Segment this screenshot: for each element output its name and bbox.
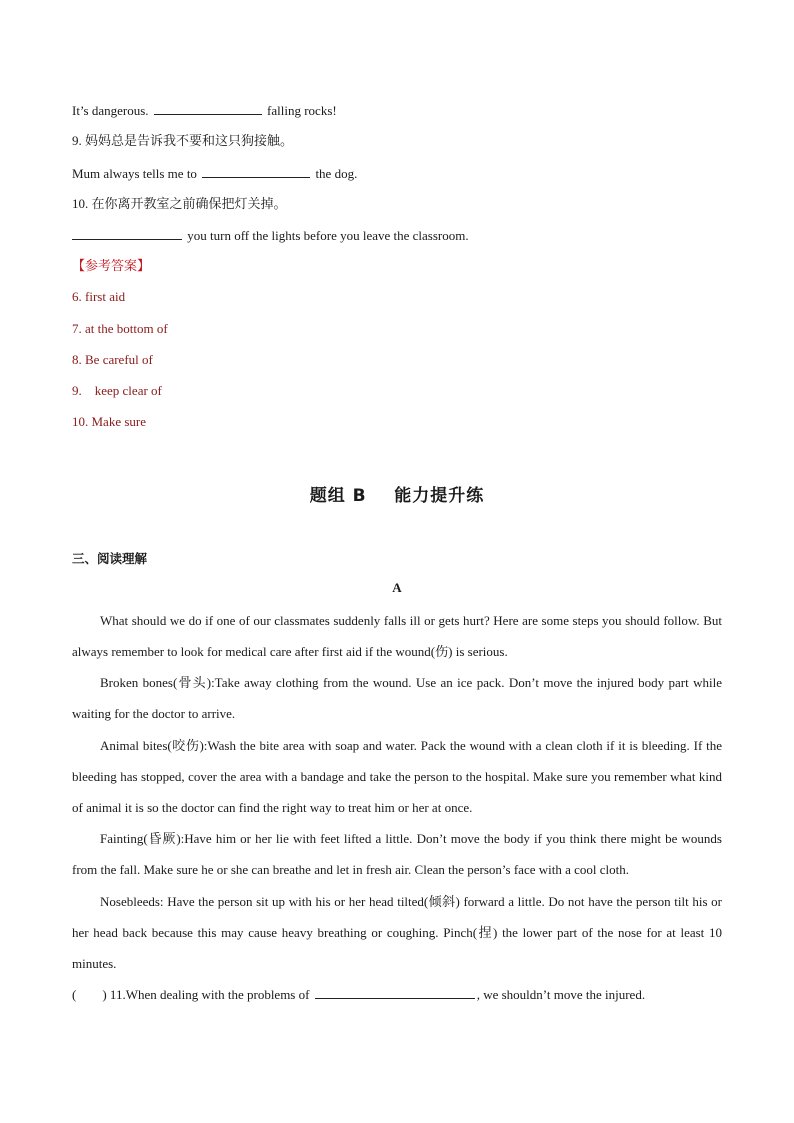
sentence-text: the dog. (315, 166, 358, 181)
passage-paragraph: What should we do if one of our classmates suddenly falls ill or gets hurt? Here are some steps you should follow. But always remember to look for medical care after first aid if the wound(伤) is serious. (72, 613, 722, 659)
passage-paragraph: Fainting(昏厥):Have him or her lie with feet lifted a little. Don’t move the body if you think there might be wounds from the fall. Make sure he or she can breathe and let in fresh air. Clean the person’s face with a cool cloth. (72, 831, 722, 877)
sentence-text: falling rocks! (267, 103, 337, 118)
group-heading: 题组 B 能力提升练 (309, 486, 485, 506)
answer-item: 9. keep clear of (72, 383, 162, 398)
section-title: 三、阅读理解 (72, 551, 148, 566)
question-text: , we shouldn’t move the injured. (476, 987, 646, 1002)
passage-paragraph: Nosebleeds: Have the person sit up with his or her head tilted(倾斜) forward a little. Do not have the person tilt his or her head back because this may cause heavy breathing or coughing. Pinch(捏) the lower part of the nose for at least 10 minutes. (72, 894, 722, 971)
question-10-chinese: 10. 在你离开教室之前确保把灯关掉。 (72, 196, 287, 211)
answer-parentheses[interactable]: ( ) (72, 987, 107, 1002)
question-9-chinese: 9. 妈妈总是告诉我不要和这只狗接触。 (72, 133, 294, 148)
answer-blank[interactable] (154, 102, 262, 115)
answer-item: 10. Make sure (72, 414, 147, 429)
answer-item: 6. first aid (72, 289, 126, 304)
question-text: 11.When dealing with the problems of (109, 987, 310, 1002)
answer-item: 7. at the bottom of (72, 321, 168, 336)
answer-key-heading: 【参考答案】 (72, 258, 151, 273)
passage-paragraph: Animal bites(咬伤):Wash the bite area with soap and water. Pack the wound with a clean cloth if it is bleeding. If the bleeding has stopped, cover the area with a bandage and take the person to the hospital. Make sure you remember what kind of animal it is so the doctor can find the right way to treat him or her at once. (72, 738, 722, 815)
sentence-text: you turn off the lights before you leave the classroom. (187, 228, 469, 243)
sentence-text: It’s dangerous. (72, 103, 149, 118)
sentence-text: Mum always tells me to (72, 166, 197, 181)
passage-letter: A (392, 580, 402, 595)
passage-paragraph: Broken bones(骨头):Take away clothing from the wound. Use an ice pack. Don’t move the injured body part while waiting for the doctor to arrive. (72, 675, 722, 721)
question-11 (72, 986, 722, 1003)
answer-blank[interactable] (315, 986, 475, 999)
question-10-english (72, 227, 722, 244)
answer-blank[interactable] (202, 165, 310, 178)
answer-item: 8. Be careful of (72, 352, 153, 367)
answer-blank[interactable] (72, 227, 182, 240)
question-9-english (72, 165, 722, 182)
exercise-line-8 (72, 102, 722, 119)
